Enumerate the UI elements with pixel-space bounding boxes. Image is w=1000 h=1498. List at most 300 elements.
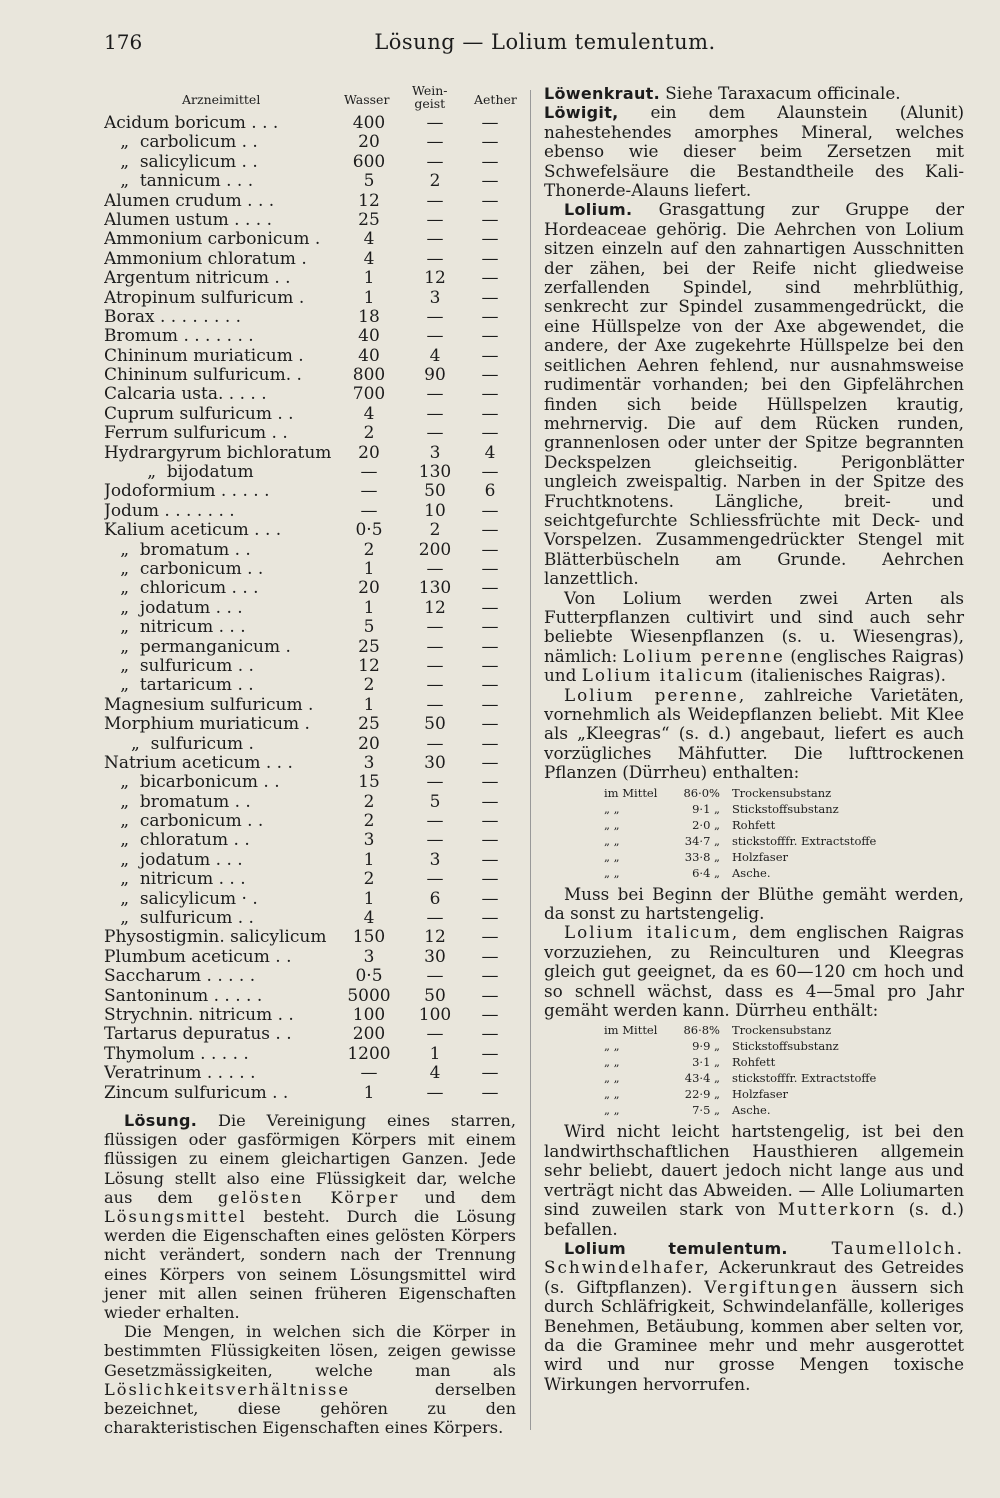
composition-label: Holzfaser (732, 1087, 789, 1102)
remedy-name: Magnesium sulfuricum . (104, 695, 314, 715)
water-value: 5 (363, 617, 375, 638)
column-divider (530, 90, 531, 1430)
remedy-name: Jodum . . . . . . . (104, 501, 235, 521)
composition-value: 2·0 „ (692, 817, 720, 832)
composition-label: Asche. (732, 865, 771, 880)
table-row (104, 1006, 516, 1025)
water-value: 3 (363, 830, 375, 851)
ether-value: — (481, 578, 499, 599)
composition-value: 86·0% (683, 785, 720, 800)
composition-row (544, 1070, 964, 1086)
ether-value: — (481, 791, 499, 812)
ether-value: — (481, 209, 499, 230)
composition-row (544, 785, 964, 801)
table-row (104, 327, 516, 346)
remedy-name: Thymolum . . . . . (104, 1044, 249, 1064)
ether-value: — (481, 229, 499, 250)
table-row (104, 230, 516, 249)
table-row (104, 1025, 516, 1044)
ether-value: — (481, 985, 499, 1006)
remedy-name: Saccharum . . . . . (104, 967, 256, 987)
water-value: 100 (352, 1004, 386, 1025)
remedy-name: „ bicarbonicum . . (104, 773, 280, 793)
paragraph-mengen: Die Mengen, in welchen sich die Körper in bestimmten Flüssigkeiten lösen, zeigen gewisse Gesetzmässigkeiten, welche man als Löslichkeitsverhältnisse derselben bezeichnet, diese gehören zu den charakteristischen Eigenschaften eines Körpers. (104, 1322, 516, 1438)
alcohol-value: 10 (424, 500, 446, 521)
alcohol-value: — (426, 326, 444, 347)
table-row (104, 405, 516, 424)
table-row (104, 812, 516, 831)
composition-label: Asche. (732, 1103, 771, 1118)
remedy-name: „ sulfuricum . (104, 734, 254, 754)
alcohol-value: — (426, 655, 444, 676)
alcohol-value: — (426, 113, 444, 133)
table-row (104, 618, 516, 637)
table-row (104, 735, 516, 754)
entry-lolium-temulentum: Lolium temulentum. Taumellolch. Schwindelhafer, Ackerunkraut des Getreides (s. Giftpflanzen). Vergiftungen äussern sich durch Schläfrigkeit, Schwindelanfälle, kolleriges Benehmen, Betäubung, kommen aber selten vor, da die Graminee mehr und mehr ausgerottet wird und nur grosse Mengen toxische Wirkungen hervorrufen. (544, 1237, 964, 1394)
water-value: 15 (358, 772, 380, 793)
water-value: 5000 (347, 985, 391, 1006)
remedy-name: „ carbonicum . . (104, 812, 264, 832)
col-header-ether: Aether (474, 92, 517, 107)
remedy-name: Santoninum . . . . . (104, 986, 263, 1006)
composition-label: Rohfett (732, 1055, 776, 1070)
table-row (104, 676, 516, 695)
water-value: 4 (363, 229, 375, 250)
ether-value: 6 (484, 481, 496, 502)
alcohol-value: 90 (424, 365, 446, 386)
water-value: 25 (358, 636, 380, 657)
remedy-name: Borax . . . . . . . . (104, 307, 242, 327)
remedy-name: Calcaria usta. . . . . (104, 385, 267, 405)
ether-value: — (481, 772, 499, 793)
remedy-name: „ nitricum . . . (104, 870, 246, 890)
composition-value: 6·4 „ (692, 865, 720, 880)
remedy-name: Kalium aceticum . . . (104, 521, 282, 541)
water-value: 600 (352, 151, 386, 172)
ether-value: — (481, 287, 499, 308)
table-row (104, 463, 516, 482)
composition-row (544, 1102, 964, 1118)
table-row (104, 967, 516, 986)
water-value: 1 (363, 558, 375, 579)
remedy-name: Natrium aceticum . . . (104, 753, 293, 773)
alcohol-value: 100 (418, 1004, 452, 1025)
alcohol-value: — (426, 830, 444, 851)
ether-value: — (481, 927, 499, 948)
remedy-name: Jodoformium . . . . . (104, 482, 270, 502)
composition-value: 3·1 „ (692, 1055, 720, 1070)
ether-value: — (481, 345, 499, 366)
ether-value: — (481, 694, 499, 715)
remedy-name: Chininum sulfuricum. . (104, 366, 302, 386)
water-value: 18 (358, 306, 380, 327)
water-value: 12 (358, 190, 380, 211)
table-row (104, 831, 516, 850)
alcohol-value: — (426, 617, 444, 638)
ether-value: — (481, 520, 499, 541)
composition-prefix: „ „ (604, 1103, 620, 1118)
table-row (104, 541, 516, 560)
alcohol-value: 3 (429, 287, 441, 308)
table-row (104, 521, 516, 540)
table-row (104, 793, 516, 812)
table-row (104, 444, 516, 463)
ether-value: — (481, 888, 499, 909)
table-row (104, 366, 516, 385)
ether-value: — (481, 268, 499, 289)
composition-prefix: im Mittel (604, 785, 658, 800)
table-row (104, 696, 516, 715)
table-row (104, 1064, 516, 1083)
alcohol-value: — (426, 636, 444, 657)
remedy-name: „ jodatum . . . (104, 850, 243, 870)
composition-row (544, 1054, 964, 1070)
paragraph-lolium-species: Von Lolium werden zwei Arten als Futterpflanzen cultivirt und sind auch sehr beliebte Wiesenpflanzen (s. u. Wiesengras), nämlich: Lolium perenne (englisches Raigras) und Lolium italicum (italienisches Raigras). (544, 587, 964, 686)
composition-row (544, 1022, 964, 1038)
composition-row (544, 833, 964, 849)
remedy-name: Ferrum sulfuricum . . (104, 424, 288, 444)
table-row (104, 657, 516, 676)
remedy-name: Strychnin. nitricum . . (104, 1005, 294, 1025)
ether-value: — (481, 1063, 499, 1084)
table-row (104, 579, 516, 598)
composition-row (544, 1038, 964, 1054)
remedy-name: „ carbolicum . . (104, 133, 258, 153)
left-column (104, 84, 516, 1437)
composition-table-italicum (544, 1022, 964, 1118)
entry-loewigit: Löwigit, ein dem Alaunstein (Alunit) nahestehendes amorphes Mineral, welches ebenso wie dieser beim Zersetzen mit Schwefelsäure die Bestandtheile des Kali-Thonerde-Alauns liefert. (544, 102, 964, 201)
remedy-name: Cuprum sulfuricum . . (104, 404, 294, 424)
composition-prefix: „ „ (604, 1087, 620, 1102)
table-row (104, 638, 516, 657)
ether-value: — (481, 151, 499, 172)
composition-label: Rohfett (732, 817, 776, 832)
ether-value: — (481, 636, 499, 657)
remedy-name: „ jodatum . . . (104, 598, 243, 618)
alcohol-value: 30 (424, 946, 446, 967)
ether-value: — (481, 423, 499, 444)
alcohol-value: 12 (424, 597, 446, 618)
alcohol-value: 2 (429, 520, 441, 541)
paragraph-italicum-notes: Wird nicht leicht hartstengelig, ist bei den landwirthschaftlichen Hausthieren allgemein sehr beliebt, dauert jedoch nicht lange aus und verträgt nicht das Abweiden. — Alle Loliumarten sind zuweilen stark von Mutterkorn (s. d.) befallen. (544, 1121, 964, 1239)
water-value: 150 (352, 927, 386, 948)
composition-value: 9·9 „ (692, 1039, 720, 1054)
composition-prefix: „ „ (604, 1071, 620, 1086)
page-number: 176 (104, 30, 143, 54)
water-value: 2 (363, 791, 375, 812)
remedy-name: Zincum sulfuricum . . (104, 1083, 289, 1103)
composition-label: Holzfaser (732, 849, 789, 864)
ether-value: — (481, 326, 499, 347)
remedy-name: Ammonium chloratum . (104, 249, 307, 269)
ether-value: — (481, 403, 499, 424)
water-value: — (360, 481, 378, 502)
alcohol-value: 130 (418, 462, 452, 483)
remedy-name: „ chloricum . . . (104, 579, 259, 599)
water-value: 200 (352, 1024, 386, 1045)
table-row (104, 987, 516, 1006)
remedy-name: „ nitricum . . . (104, 618, 246, 638)
ether-value: — (481, 966, 499, 987)
remedy-name: Acidum boricum . . . (104, 114, 279, 133)
table-row (104, 948, 516, 967)
composition-label: Stickstoffsubstanz (732, 801, 839, 816)
table-row (104, 482, 516, 501)
water-value: 12 (358, 655, 380, 676)
table-row (104, 599, 516, 618)
remedy-name: Chininum muriaticum . (104, 346, 304, 366)
alcohol-value: 50 (424, 481, 446, 502)
water-value: 20 (358, 132, 380, 153)
alcohol-value: 200 (418, 539, 452, 560)
col-header-water: Wasser (344, 92, 390, 107)
table-row (104, 715, 516, 734)
ether-value: — (481, 171, 499, 192)
remedy-name: Bromum . . . . . . . (104, 327, 254, 347)
water-value: 4 (363, 248, 375, 269)
composition-prefix: „ „ (604, 801, 620, 816)
composition-value: 43·4 „ (684, 1071, 720, 1086)
ether-value: — (481, 539, 499, 560)
water-value: 700 (352, 384, 386, 405)
water-value: 800 (352, 365, 386, 386)
water-value: 20 (358, 442, 380, 463)
remedy-name: „ salicylicum · . (104, 889, 258, 909)
alcohol-value: — (426, 558, 444, 579)
remedy-name: „ bromatum . . (104, 792, 251, 812)
water-value: 2 (363, 675, 375, 696)
table-row (104, 909, 516, 928)
table-row (104, 870, 516, 889)
remedy-name: „ salicylicum . . (104, 152, 258, 172)
alcohol-value: 50 (424, 714, 446, 735)
water-value: 20 (358, 578, 380, 599)
alcohol-value: — (426, 811, 444, 832)
paragraph-lolium-italicum: Lolium italicum, dem englischen Raigras vorzuziehen, zu Reinculturen und Kleegras gleich gut geeignet, da es 60—120 cm hoch und so schnell wächst, dass es 4—5mal pro Jahr gemäht werden kann. Dürrheu enthält: (544, 922, 964, 1021)
composition-value: 34·7 „ (684, 833, 720, 848)
ether-value: — (481, 733, 499, 754)
entry-loewenkraut: Löwenkraut. Siehe Taraxacum officinale. (544, 83, 901, 103)
remedy-name: „ tannicum . . . (104, 172, 254, 192)
composition-label: stickstofffr. Extractstoffe (732, 1071, 877, 1086)
table-row (104, 153, 516, 172)
table-row (104, 114, 516, 133)
table-row (104, 172, 516, 191)
water-value: 0·5 (355, 966, 383, 987)
alcohol-value: — (426, 151, 444, 172)
composition-prefix: „ „ (604, 1039, 620, 1054)
remedy-name: Veratrinum . . . . . (104, 1064, 256, 1084)
ether-value: — (481, 655, 499, 676)
ether-value: — (481, 1043, 499, 1064)
ether-value: — (481, 306, 499, 327)
composition-prefix: „ „ (604, 849, 620, 864)
remedy-name: „ permanganicum . (104, 637, 291, 657)
ether-value: — (481, 384, 499, 405)
table-row (104, 1084, 516, 1103)
water-value: 1200 (347, 1043, 391, 1064)
alcohol-value: — (426, 772, 444, 793)
ether-value: — (481, 908, 499, 929)
water-value: 20 (358, 733, 380, 754)
table-row (104, 347, 516, 366)
ether-value: — (481, 946, 499, 967)
composition-row (544, 817, 964, 833)
table-row (104, 890, 516, 909)
water-value: — (360, 462, 378, 483)
remedy-name: „ chloratum . . (104, 831, 250, 851)
alcohol-value: — (426, 966, 444, 987)
alcohol-value: 30 (424, 752, 446, 773)
ether-value: — (481, 617, 499, 638)
alcohol-value: — (426, 229, 444, 250)
entry-loesung (104, 1111, 516, 1437)
alcohol-value: — (426, 1024, 444, 1045)
composition-value: 86·8% (683, 1023, 720, 1038)
remedy-name: Tartarus depuratus . . (104, 1025, 292, 1045)
ether-value: — (481, 558, 499, 579)
table-row (104, 502, 516, 521)
ether-value: — (481, 752, 499, 773)
alcohol-value: 130 (418, 578, 452, 599)
water-value: 3 (363, 946, 375, 967)
paragraph-loesung: Lösung. Die Vereinigung eines starren, flüssigen oder gasförmigen Körpers mit einem flüssigen zu einem gleichartigen Ganzen. Jede Lösung stellt also eine Flüssigkeit dar, welche aus dem gelösten Körper und dem Lösungsmittel besteht. Durch die Lösung werden die Eigenschaften eines gelösten Körpers nicht verändert, sondern nach der Trennung eines Körpers von seinem Lösungsmittel wird jener mit allen seinen früheren Eigenschaften wieder erhalten. (104, 1110, 517, 1322)
remedy-name: „ sulfuricum . . (104, 909, 254, 929)
composition-value: 22·9 „ (684, 1087, 720, 1102)
remedy-name: „ carbonicum . . (104, 559, 264, 579)
alcohol-value: 6 (429, 888, 441, 909)
alcohol-value: 1 (429, 1043, 441, 1064)
table-row (104, 773, 516, 792)
alcohol-value: 3 (429, 849, 441, 870)
remedy-name: Alumen ustum . . . . (104, 210, 272, 230)
ether-value: — (481, 462, 499, 483)
alcohol-value: 12 (424, 268, 446, 289)
alcohol-value: — (426, 190, 444, 211)
table-row (104, 560, 516, 579)
remedy-name: „ bromatum . . (104, 540, 251, 560)
ether-value: — (481, 365, 499, 386)
alcohol-value: — (426, 1082, 444, 1103)
alcohol-value: — (426, 423, 444, 444)
composition-value: 9·1 „ (692, 801, 720, 816)
composition-prefix: „ „ (604, 1055, 620, 1070)
running-title: Lösung — Lolium temulentum. (374, 30, 716, 54)
water-value: 400 (352, 113, 386, 133)
water-value: — (360, 500, 378, 521)
composition-row (544, 1086, 964, 1102)
right-column (544, 84, 964, 1394)
table-row (104, 754, 516, 773)
water-value: 5 (363, 171, 375, 192)
composition-prefix: im Mittel (604, 1023, 658, 1038)
ether-value: — (481, 811, 499, 832)
alcohol-value: 12 (424, 927, 446, 948)
alcohol-value: — (426, 733, 444, 754)
water-value: 3 (363, 752, 375, 773)
alcohol-value: 4 (429, 345, 441, 366)
ether-value: — (481, 1024, 499, 1045)
alcohol-value: — (426, 384, 444, 405)
alcohol-value: — (426, 306, 444, 327)
ether-value: — (481, 113, 499, 133)
table-row (104, 385, 516, 404)
water-value: — (360, 1063, 378, 1084)
paragraph-lolium-perenne: Lolium perenne, zahlreiche Varietäten, vornehmlich als Weidepflanzen beliebt. Mit Klee als „Kleegras“ (s. d.) angebaut, liefert es auch vorzügliches Mähfutter. Die lufttrockenen Pflanzen (Dürrheu) enthalten: (544, 684, 964, 783)
headword-loesung: Lösung. (124, 1110, 198, 1130)
composition-label: Stickstoffsubstanz (732, 1039, 839, 1054)
ether-value: — (481, 1004, 499, 1025)
col-header-alcohol: Wein- geist (412, 83, 448, 111)
water-value: 1 (363, 694, 375, 715)
col-header-remedy: Arzneimittel (182, 92, 261, 107)
water-value: 2 (363, 811, 375, 832)
ether-value: 4 (484, 442, 496, 463)
water-value: 4 (363, 403, 375, 424)
composition-value: 7·5 „ (692, 1103, 720, 1118)
table-row (104, 133, 516, 152)
remedy-name: Ammonium carbonicum . (104, 230, 321, 250)
remedy-name: Hydrargyrum bichloratum (104, 443, 332, 463)
composition-prefix: „ „ (604, 865, 620, 880)
composition-row (544, 865, 964, 881)
water-value: 2 (363, 423, 375, 444)
water-value: 4 (363, 908, 375, 929)
ether-value: — (481, 1082, 499, 1103)
composition-row (544, 849, 964, 865)
alcohol-value: 2 (429, 171, 441, 192)
ether-value: — (481, 849, 499, 870)
alcohol-value: — (426, 694, 444, 715)
alcohol-value: — (426, 248, 444, 269)
composition-table-perenne (544, 785, 964, 881)
ether-value: — (481, 675, 499, 696)
table-row (104, 424, 516, 443)
water-value: 1 (363, 268, 375, 289)
alcohol-value: — (426, 908, 444, 929)
entry-lolium: Lolium. Grasgattung zur Gruppe der Hordeaceae gehörig. Die Aehrchen von Lolium sitzen einzeln auf den zahnartigen Ausschnitten der zähen, bei der Reife nicht gliedweise zerfallenden Spindel, sind mehrblüthig, senkrecht zur Spindel zusammengedrückt, die eine Hüllspelze von der Axe abgewendet, die andere, der Axe zugekehrte Hüllspelze bei den seitlichen Aehren fehlend, nur ausnahmsweise rudimentär vorhanden; bei den Gipfelährchen finden sich beide Hüllspelzen krautig, mehrnervig. Die auf dem Rücken runden, grannenlosen oder unter der Spitze begrannten Deckspelzen gleichseitig. Perigonblätter ungleich zweispaltig. Narben in der Spitze des Fruchtknotens. Längliche, breit- und seichtgefurchte Schliessfrüchte mit Deck- und Vorspelzen. Zusammengedrückter Stengel mit Blätterbüscheln am Grunde. Aehrchen lanzettlich. (544, 199, 964, 589)
remedy-name: Argentum nitricum . . (104, 269, 291, 289)
alcohol-value: — (426, 675, 444, 696)
alcohol-value: — (426, 403, 444, 424)
ether-value: — (481, 869, 499, 890)
water-value: 2 (363, 869, 375, 890)
remedy-name: Physostigmin. salicylicum (104, 928, 327, 948)
paragraph-harvest: Muss bei Beginn der Blüthe gemäht werden, da sonst zu hartstengelig. (544, 883, 964, 924)
composition-label: stickstofffr. Extractstoffe (732, 833, 877, 848)
ether-value: — (481, 190, 499, 211)
solubility-table (104, 114, 516, 1103)
water-value: 40 (358, 345, 380, 366)
water-value: 25 (358, 209, 380, 230)
table-row (104, 211, 516, 230)
water-value: 0·5 (355, 520, 383, 541)
table-row (104, 289, 516, 308)
ether-value: — (481, 248, 499, 269)
remedy-name: „ tartaricum . . (104, 676, 254, 696)
alcohol-value: 50 (424, 985, 446, 1006)
remedy-name: Plumbum aceticum . . (104, 947, 292, 967)
water-value: 1 (363, 597, 375, 618)
remedy-name: „ bijodatum (104, 463, 254, 483)
composition-row (544, 801, 964, 817)
table-row (104, 269, 516, 288)
ether-value: — (481, 714, 499, 735)
alcohol-value: 3 (429, 442, 441, 463)
water-value: 1 (363, 287, 375, 308)
composition-value: 33·8 „ (684, 849, 720, 864)
table-row (104, 308, 516, 327)
